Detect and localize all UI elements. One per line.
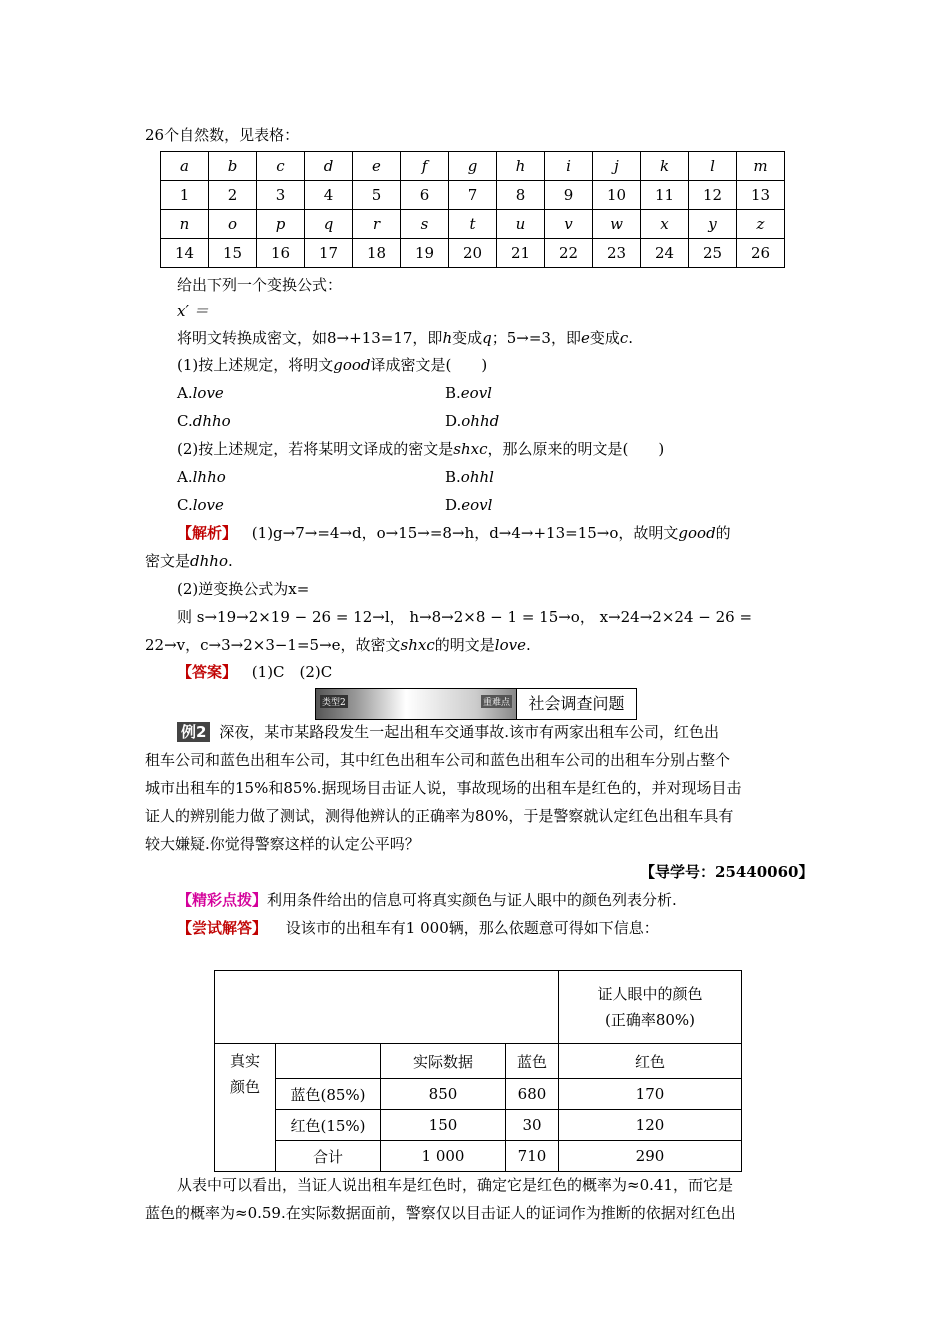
- table-row: [161, 181, 785, 210]
- cipher-cell: 10: [593, 181, 641, 210]
- cipher-cell: y: [689, 210, 737, 239]
- type-title: 社会调查问题: [516, 689, 636, 719]
- cipher-table: [160, 151, 785, 268]
- table-cell: 710: [506, 1141, 559, 1172]
- q1-option-a[interactable]: A.love: [177, 384, 224, 402]
- cipher-cell: 4: [305, 181, 353, 210]
- table-cell: 290: [559, 1141, 742, 1172]
- cipher-cell: 6: [401, 181, 449, 210]
- true-color-label-1: 真实: [229, 1052, 260, 1070]
- cipher-cell: q: [305, 210, 353, 239]
- cipher-cell: 15: [209, 239, 257, 268]
- analysis-line-4: 则 s→19→2×19 − 26 = 12→l， h→8→2×8 − 1 = 15→o， x→24→2×24 − 26 =: [177, 608, 753, 626]
- q2-option-d[interactable]: D.eovl: [445, 496, 493, 514]
- cipher-cell: h: [497, 152, 545, 181]
- table-row: [215, 1079, 742, 1110]
- example-line-2: 租车公司和蓝色出租车公司，其中红色出租车公司和蓝色出租车公司的出租车分别占整个: [145, 751, 731, 769]
- cipher-cell: 26: [737, 239, 785, 268]
- example-line-4: 证人的辨别能力做了测试，测得他辨认的正确率为80%，于是警察就认定红色出租车具有: [145, 807, 734, 825]
- table-row: [215, 1141, 742, 1172]
- cipher-cell: a: [161, 152, 209, 181]
- analysis-line-3: (2)逆变换公式为x=: [177, 580, 310, 598]
- answer-label: 【答案】: [177, 663, 238, 681]
- example-line-1: 例2 深夜，某市某路段发生一起出租车交通事故.该市有两家出租车公司，红色出: [177, 722, 719, 742]
- table-row: [161, 239, 785, 268]
- cipher-cell: d: [305, 152, 353, 181]
- example-line-3: 城市出租车的15%和85%.据现场目击证人说，事故现场的出租车是红色的，并对现场目击: [145, 779, 742, 797]
- analysis-line-5: 22→v，c→3→2×3−1=5→e，故密文shxc的明文是love.: [145, 636, 531, 654]
- table-cell: [276, 1044, 381, 1079]
- table-row: [215, 1044, 742, 1079]
- cipher-cell: 24: [641, 239, 689, 268]
- analysis-line-1: 【解析】 (1)g→7→=4→d，o→15→=8→h，d→4→+13=15→o，故明文good的: [177, 524, 731, 542]
- type-banner: [316, 689, 516, 719]
- table-row: [215, 971, 742, 1044]
- cipher-cell: o: [209, 210, 257, 239]
- table-row: [161, 210, 785, 239]
- cipher-cell: r: [353, 210, 401, 239]
- cipher-cell: j: [593, 152, 641, 181]
- cipher-cell: 16: [257, 239, 305, 268]
- table-row: [215, 1110, 742, 1141]
- cipher-cell: 8: [497, 181, 545, 210]
- cipher-cell: f: [401, 152, 449, 181]
- formula-intro: 给出下列一个变换公式：: [177, 276, 343, 294]
- cipher-cell: k: [641, 152, 689, 181]
- conclusion-line-1: 从表中可以看出，当证人说出租车是红色时，确定它是红色的概率为≈0.41，而它是: [177, 1176, 733, 1194]
- cipher-cell: 2: [209, 181, 257, 210]
- table-cell: [215, 971, 559, 1044]
- table-cell: 150: [381, 1110, 506, 1141]
- cipher-cell: 23: [593, 239, 641, 268]
- table-cell: 680: [506, 1079, 559, 1110]
- cipher-cell: 1: [161, 181, 209, 210]
- cipher-cell: 19: [401, 239, 449, 268]
- table-cell: 30: [506, 1110, 559, 1141]
- cipher-cell: 13: [737, 181, 785, 210]
- try-line: 【尝试解答】 设该市的出租车有1 000辆，那么依题意可得如下信息：: [177, 919, 659, 937]
- conclusion-line-2: 蓝色的概率为≈0.59.在实际数据面前，警察仅以目击证人的证词作为推断的依据对红色出: [145, 1204, 736, 1222]
- question-2: (2)按上述规定，若将某明文译成的密文是shxc，那么原来的明文是( ): [177, 440, 665, 458]
- table-cell: 1 000: [381, 1141, 506, 1172]
- type-tag-right: 重难点: [481, 695, 512, 708]
- intro-text: 26个自然数，见表格：: [145, 126, 300, 144]
- cipher-cell: x: [641, 210, 689, 239]
- row-label: 合计: [276, 1141, 381, 1172]
- guide-number: 【导学号：25440060】: [640, 863, 814, 881]
- cipher-cell: 3: [257, 181, 305, 210]
- table-cell: 120: [559, 1110, 742, 1141]
- cipher-cell: 18: [353, 239, 401, 268]
- analysis-line-2: 密文是dhho.: [145, 552, 233, 570]
- hint-label: 【精彩点拨】: [177, 891, 268, 909]
- cipher-cell: v: [545, 210, 593, 239]
- col-red-header: 红色: [559, 1044, 742, 1079]
- cipher-cell: b: [209, 152, 257, 181]
- example-line-5: 较大嫌疑.你觉得警察这样的认定公平吗？: [145, 835, 420, 853]
- question-1: (1)按上述规定，将明文good译成密文是( ): [177, 356, 488, 374]
- cipher-cell: e: [353, 152, 401, 181]
- q2-option-c[interactable]: C.love: [177, 496, 224, 514]
- col-blue-header: 蓝色: [506, 1044, 559, 1079]
- table-cell: [559, 971, 742, 1044]
- cipher-cell: w: [593, 210, 641, 239]
- answer-line: 【答案】 (1)C (2)C: [177, 663, 333, 681]
- table-cell: 850: [381, 1079, 506, 1110]
- cipher-cell: 12: [689, 181, 737, 210]
- witness-header-2: (正确率80%): [604, 1011, 696, 1029]
- cipher-cell: 5: [353, 181, 401, 210]
- cipher-cell: l: [689, 152, 737, 181]
- convert-example: 将明文转换成密文，如8→+13=17，即h变成q；5→=3，即e变成c.: [177, 329, 634, 347]
- true-color-label-2: 颜色: [229, 1078, 260, 1096]
- cipher-cell: 14: [161, 239, 209, 268]
- row-label: 蓝色(85%): [276, 1079, 381, 1110]
- col-actual-header: 实际数据: [381, 1044, 506, 1079]
- q1-option-c[interactable]: C.dhho: [177, 412, 231, 430]
- table-cell: [215, 1044, 276, 1172]
- example-badge: 例2: [177, 722, 210, 742]
- cipher-cell: z: [737, 210, 785, 239]
- row-label: 红色(15%): [276, 1110, 381, 1141]
- q1-option-b[interactable]: B.eovl: [445, 384, 492, 402]
- q2-option-b[interactable]: B.ohhl: [445, 468, 494, 486]
- cipher-cell: m: [737, 152, 785, 181]
- cipher-cell: n: [161, 210, 209, 239]
- cipher-cell: 20: [449, 239, 497, 268]
- hint-line: 【精彩点拨】利用条件给出的信息可将真实颜色与证人眼中的颜色列表分析.: [177, 891, 677, 909]
- formula: x′ ＝: [177, 302, 209, 320]
- cipher-cell: 7: [449, 181, 497, 210]
- probability-table: [214, 970, 742, 1172]
- cipher-cell: 11: [641, 181, 689, 210]
- cipher-cell: u: [497, 210, 545, 239]
- type-header: [315, 688, 637, 720]
- table-row: [161, 152, 785, 181]
- cipher-cell: 25: [689, 239, 737, 268]
- cipher-cell: t: [449, 210, 497, 239]
- cipher-cell: s: [401, 210, 449, 239]
- cipher-cell: 17: [305, 239, 353, 268]
- cipher-cell: i: [545, 152, 593, 181]
- q1-option-d[interactable]: D.ohhd: [445, 412, 500, 430]
- table-cell: 170: [559, 1079, 742, 1110]
- cipher-cell: g: [449, 152, 497, 181]
- cipher-cell: 21: [497, 239, 545, 268]
- witness-header-1: 证人眼中的颜色: [597, 985, 703, 1003]
- cipher-cell: p: [257, 210, 305, 239]
- try-label: 【尝试解答】: [177, 919, 268, 937]
- type-tag-left: 类型2: [320, 695, 348, 708]
- cipher-cell: 22: [545, 239, 593, 268]
- q2-option-a[interactable]: A.lhho: [177, 468, 226, 486]
- cipher-cell: c: [257, 152, 305, 181]
- cipher-cell: 9: [545, 181, 593, 210]
- analysis-label: 【解析】: [177, 524, 238, 542]
